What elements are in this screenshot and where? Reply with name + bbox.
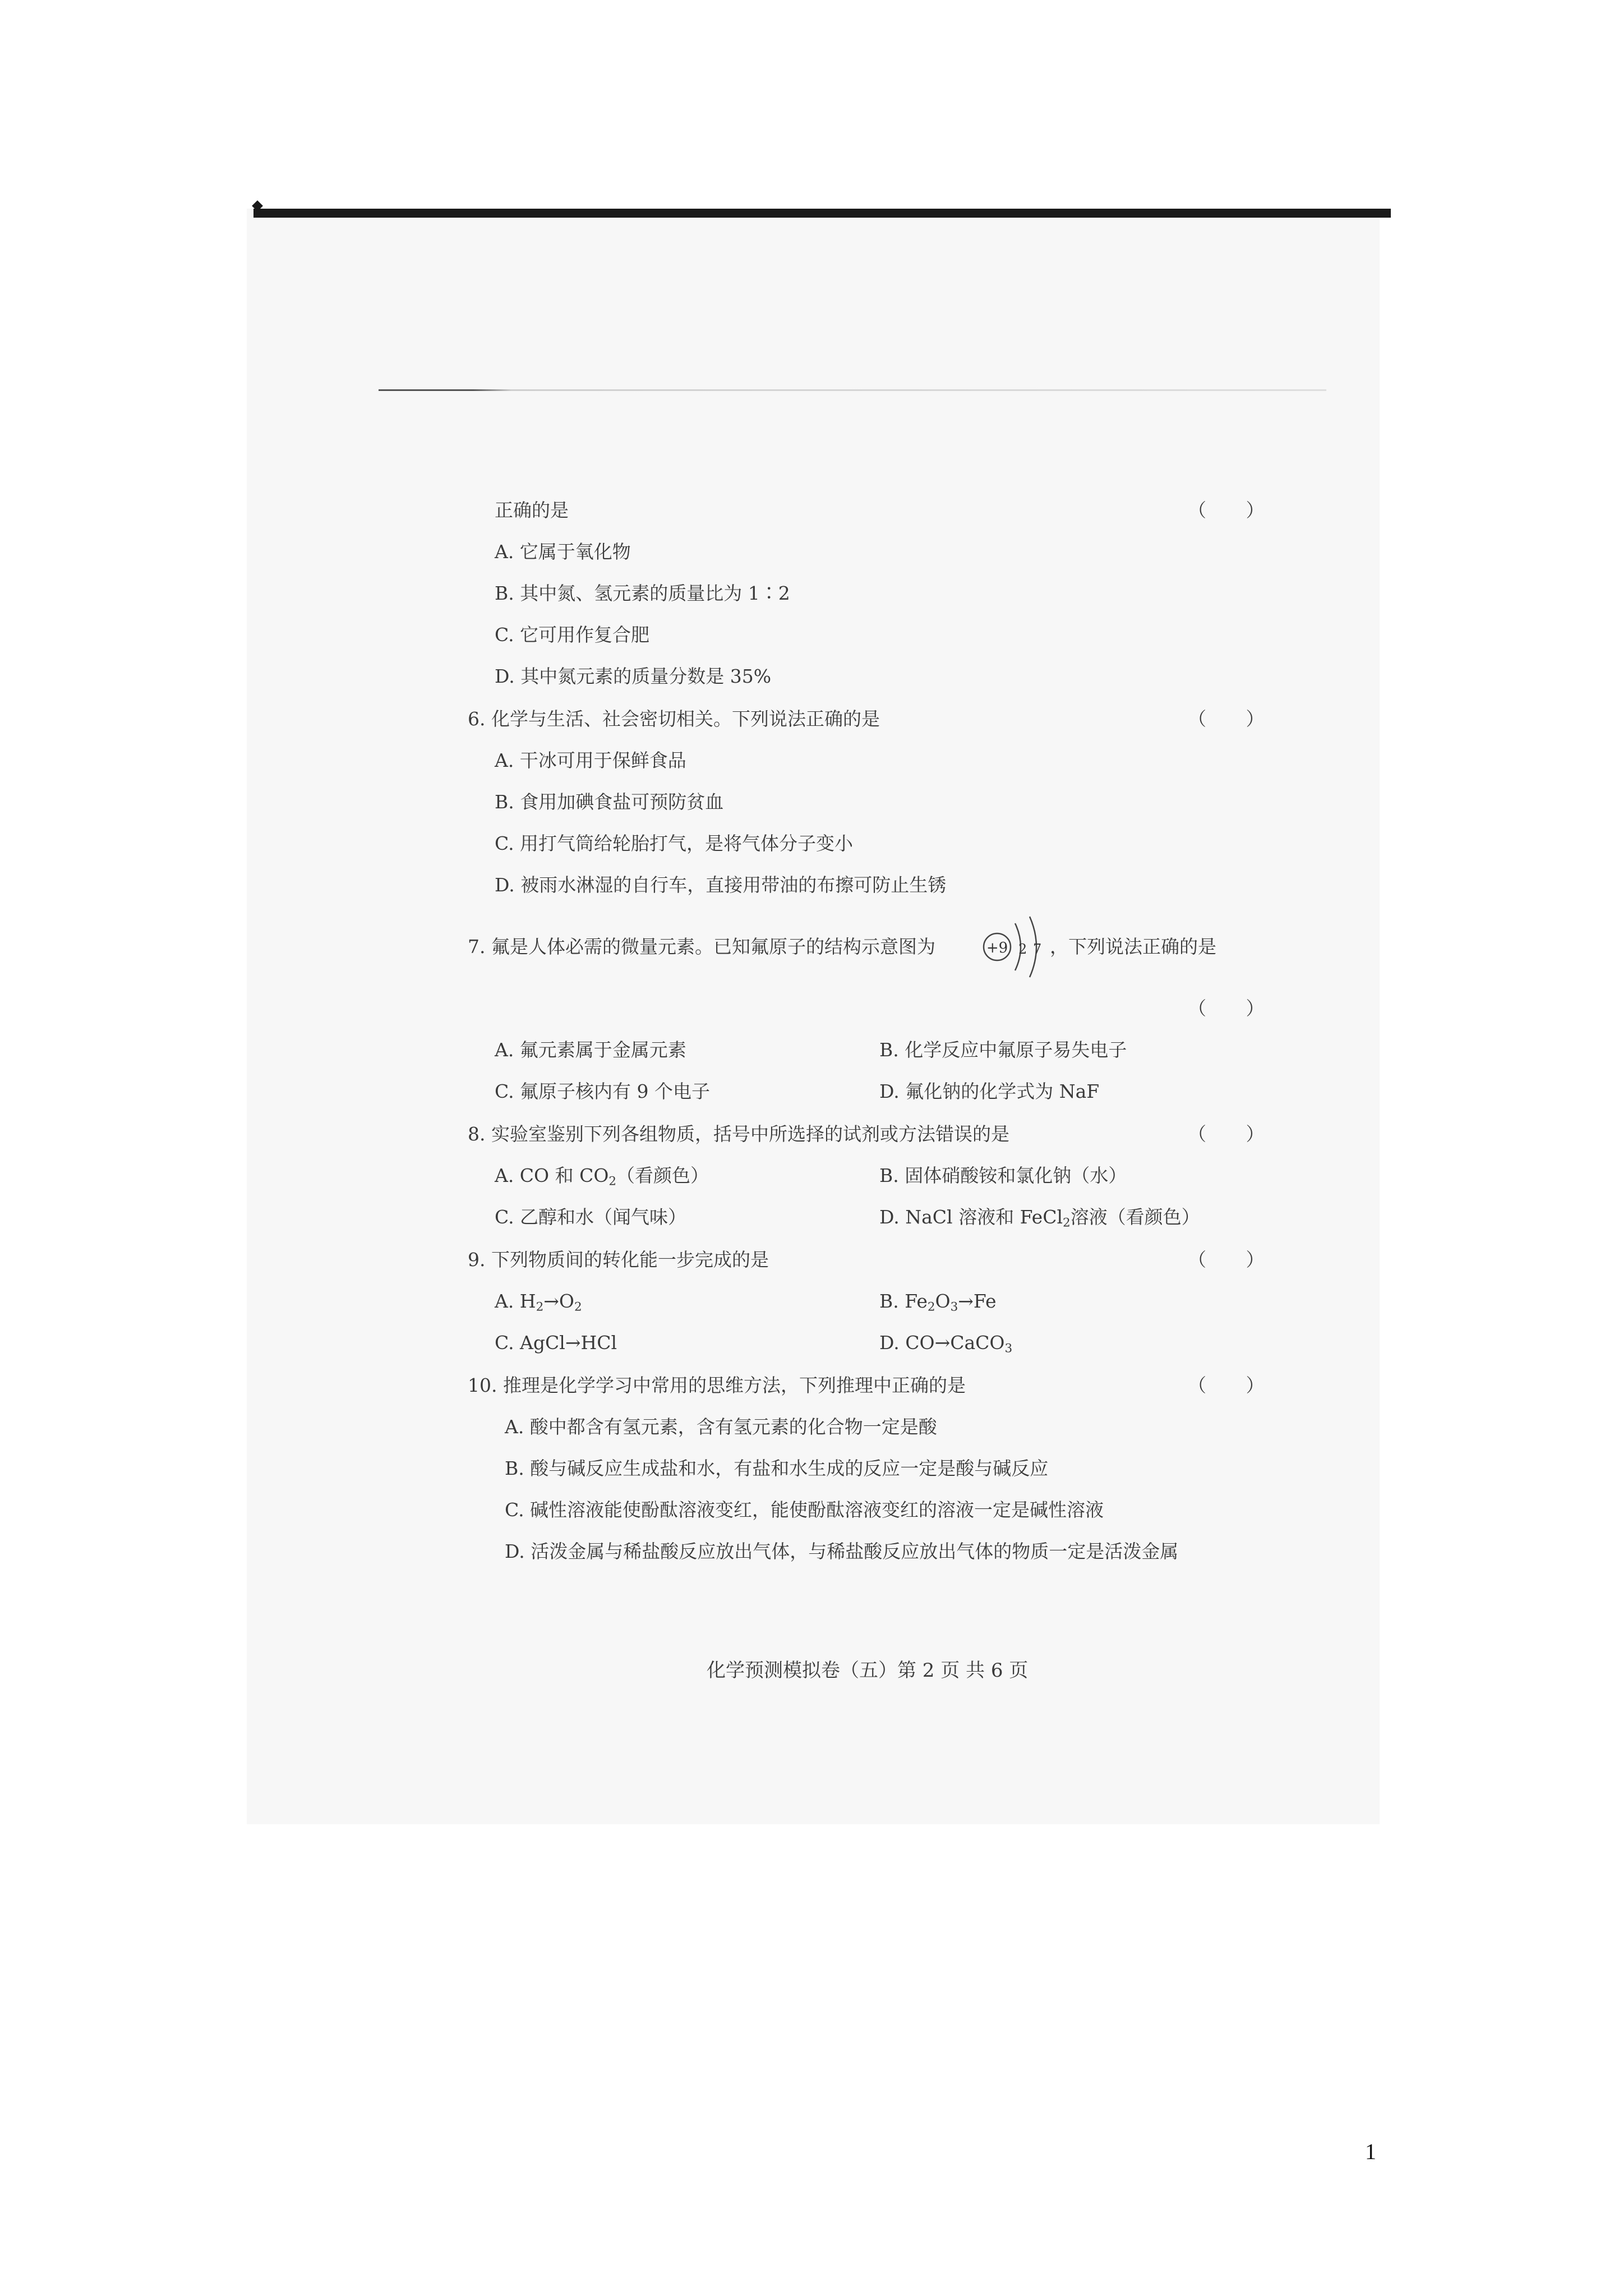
q10-option-a: A. 酸中都含有氢元素，含有氢元素的化合物一定是酸 [505, 1416, 937, 1438]
q9-option-a-subscript-1: 2 [536, 1300, 544, 1314]
q9-option-b [879, 1290, 996, 1318]
page-number: 1 [1365, 2139, 1376, 2164]
q8-option-d-text-1: D. NaCl 溶液和 FeCl [879, 1206, 1063, 1228]
q8-option-c: C. 乙醇和水（闻气味） [495, 1206, 687, 1228]
q8-answer-paren: （ ） [1188, 1123, 1281, 1145]
q10-option-c: C. 碱性溶液能使酚酞溶液变红，能使酚酞溶液变红的溶液一定是碱性溶液 [505, 1499, 1104, 1521]
q8-option-d-text-2: 溶液（看颜色） [1070, 1206, 1200, 1228]
q9-option-b-text-2: O [935, 1290, 951, 1312]
q9-option-a [495, 1290, 582, 1318]
shell-2-electrons: 7 [1033, 941, 1042, 957]
q9-option-b-subscript-2: 3 [950, 1300, 958, 1314]
q9-stem: 9. 下列物质间的转化能一步完成的是 [468, 1249, 769, 1271]
q5-option-d: D. 其中氮元素的质量分数是 35% [495, 665, 772, 687]
q7-option-b: B. 化学反应中氟原子易失电子 [879, 1039, 1127, 1061]
q9-answer-paren: （ ） [1188, 1249, 1281, 1271]
q5-option-a: A. 它属于氧化物 [495, 541, 631, 563]
q6-option-b: B. 食用加碘食盐可预防贫血 [495, 791, 724, 813]
q9-option-a-text-2: →O [543, 1290, 574, 1312]
q10-stem: 10. 推理是化学学习中常用的思维方法，下列推理中正确的是 [468, 1374, 966, 1396]
shell-1-electrons: 2 [1018, 941, 1027, 957]
q9-option-b-subscript-1: 2 [927, 1300, 935, 1314]
q8-option-d [879, 1206, 1200, 1234]
fluorine-atom-structure-diagram [983, 913, 1044, 981]
nucleus-charge: +9 [986, 940, 1008, 956]
q7-stem-before: 7. 氟是人体必需的微量元素。已知氟原子的结构示意图为 [468, 936, 935, 958]
q8-stem: 8. 实验室鉴别下列各组物质，括号中所选择的试剂或方法错误的是 [468, 1123, 1009, 1145]
q6-stem: 6. 化学与生活、社会密切相关。下列说法正确的是 [468, 708, 880, 730]
q5-answer-paren: （ ） [1188, 499, 1281, 521]
page-footer: 化学预测模拟卷（五）第 2 页 共 6 页 [707, 1659, 1029, 1682]
q5-stem-tail: 正确的是 [495, 499, 569, 521]
q10-option-d: D. 活泼金属与稀盐酸反应放出气体，与稀盐酸反应放出气体的物质一定是活泼金属 [505, 1540, 1179, 1562]
q5-option-c: C. 它可用作复合肥 [495, 624, 650, 646]
q6-option-d: D. 被雨水淋湿的自行车，直接用带油的布擦可防止生锈 [495, 874, 947, 896]
q10-option-b: B. 酸与碱反应生成盐和水，有盐和水生成的反应一定是酸与碱反应 [505, 1457, 1049, 1479]
q9-option-d [879, 1332, 1012, 1360]
q9-option-c: C. AgCl→HCl [495, 1332, 617, 1354]
q7-stem-after: ，下列说法正确的是 [1050, 936, 1216, 958]
q10-answer-paren: （ ） [1188, 1374, 1281, 1396]
q8-option-a-subscript: 2 [608, 1174, 617, 1189]
q9-option-a-text-1: A. H [495, 1290, 536, 1312]
q5-option-b: B. 其中氮、氢元素的质量比为 1∶2 [495, 582, 790, 604]
q8-option-d-subscript: 2 [1063, 1216, 1071, 1230]
q9-option-d-text-1: D. CO→CaCO [879, 1332, 1005, 1354]
q6-option-c: C. 用打气筒给轮胎打气，是将气体分子变小 [495, 832, 854, 854]
q8-option-a-text-2: （看颜色） [616, 1165, 709, 1186]
q9-option-d-subscript: 3 [1004, 1341, 1013, 1356]
q7-answer-paren: （ ） [1188, 997, 1281, 1019]
q7-option-d: D. 氟化钠的化学式为 NaF [879, 1080, 1100, 1102]
q8-option-a [495, 1165, 709, 1193]
q8-option-a-text-1: A. CO 和 CO [495, 1165, 609, 1186]
q8-option-b: B. 固体硝酸铵和氯化钠（水） [879, 1165, 1127, 1186]
q9-option-a-subscript-2: 2 [574, 1300, 582, 1314]
q6-answer-paren: （ ） [1188, 708, 1281, 730]
q7-option-a: A. 氟元素属于金属元素 [495, 1039, 686, 1061]
q9-option-b-text-3: →Fe [958, 1290, 997, 1312]
q7-option-c: C. 氟原子核内有 9 个电子 [495, 1080, 711, 1102]
q9-option-b-text-1: B. Fe [879, 1290, 928, 1312]
q6-option-a: A. 干冰可用于保鲜食品 [495, 749, 686, 771]
